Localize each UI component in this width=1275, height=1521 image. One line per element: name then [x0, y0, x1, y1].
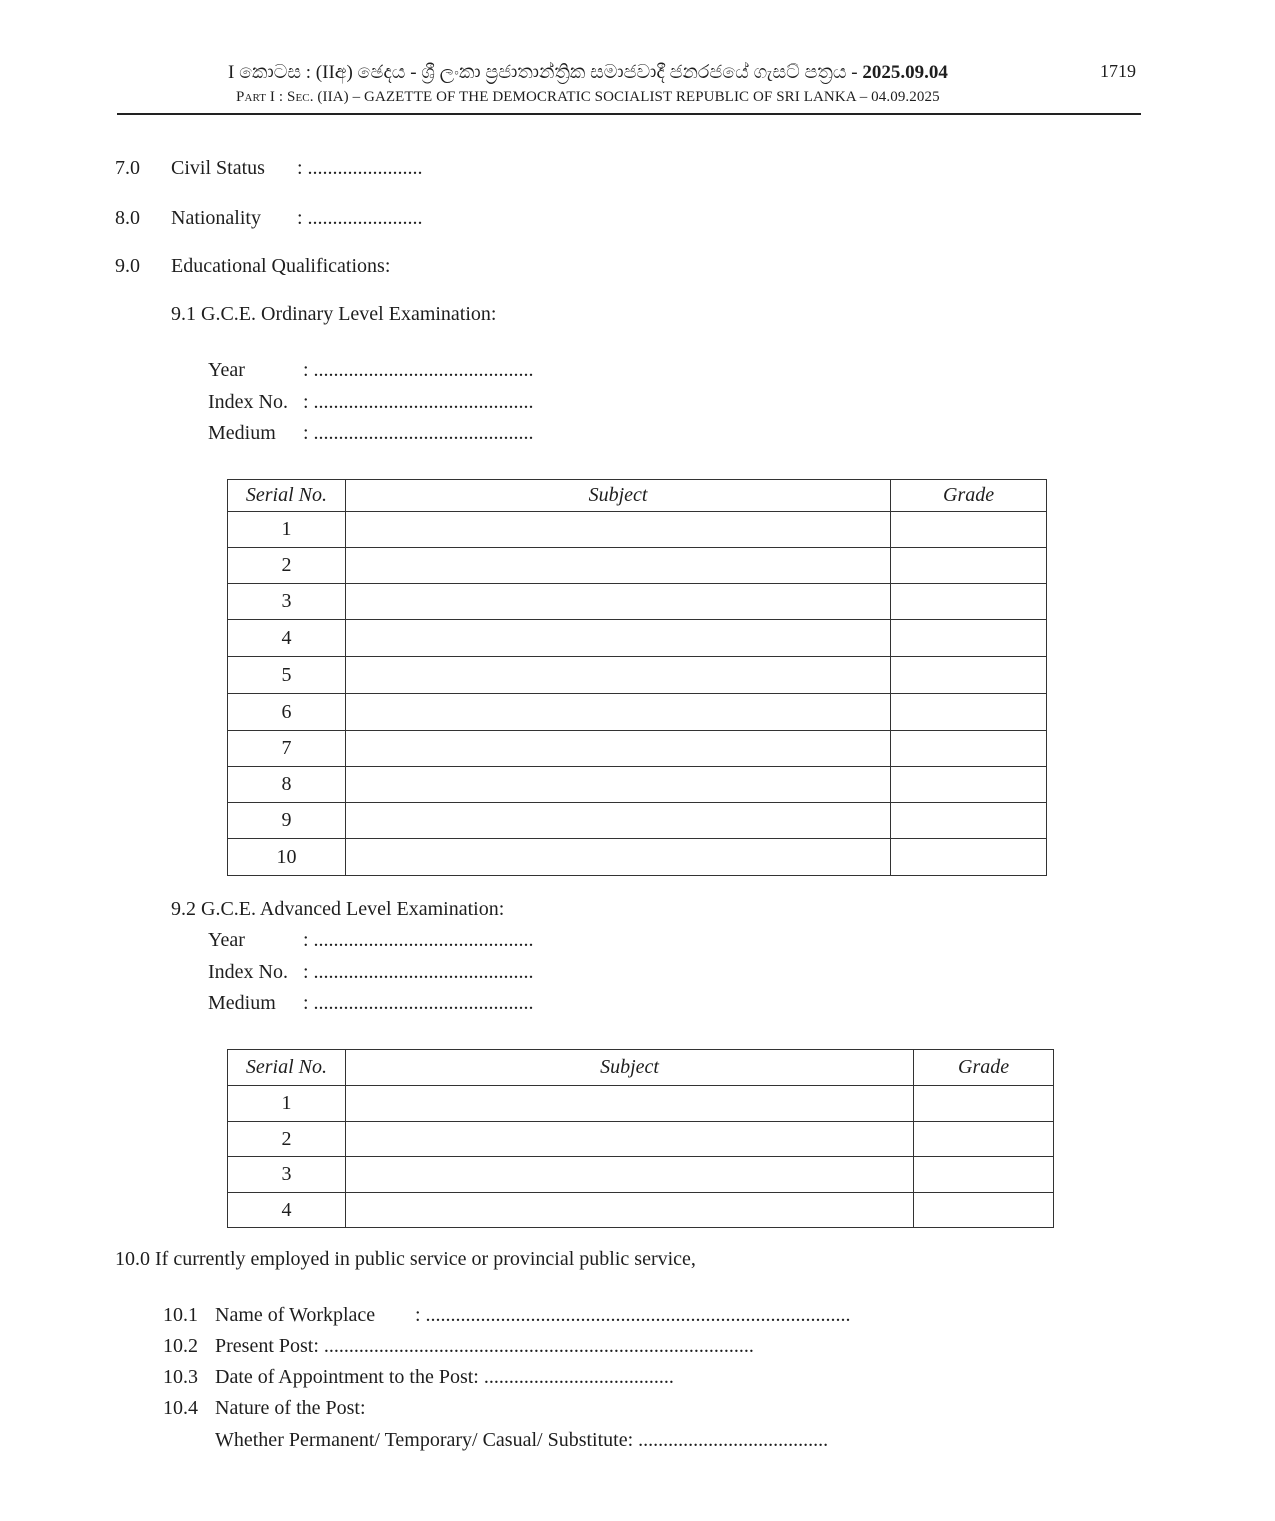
header-sinhala-date: 2025.09.04 — [862, 62, 948, 83]
grade-cell[interactable] — [891, 548, 1047, 584]
page-number: 1719 — [1100, 61, 1136, 81]
grade-cell[interactable] — [914, 1157, 1054, 1193]
al-header-serial: Serial No. — [228, 1050, 346, 1086]
ol-year-field[interactable]: : ............................................ — [303, 359, 534, 381]
ol-table-header-row — [228, 480, 1047, 512]
item-10-1-number: 10.1 — [163, 1304, 198, 1326]
subject-cell[interactable] — [345, 731, 890, 767]
al-year-label: Year — [208, 929, 245, 951]
education-heading: Educational Qualifications: — [171, 255, 391, 277]
employment-heading: 10.0 If currently employed in public service or provincial public service, — [115, 1248, 696, 1270]
subject-cell[interactable] — [345, 1086, 913, 1122]
table-row — [228, 584, 1047, 620]
header-part: Part I — [236, 89, 276, 105]
al-header-grade: Grade — [914, 1050, 1054, 1086]
grade-cell[interactable] — [914, 1122, 1054, 1157]
grade-cell[interactable] — [891, 620, 1047, 657]
table-row — [228, 620, 1047, 657]
subject-cell[interactable] — [345, 620, 890, 657]
al-year-field[interactable]: : ............................................ — [303, 929, 534, 951]
subject-cell[interactable] — [345, 1193, 913, 1228]
serial-cell: 7 — [228, 731, 346, 767]
al-medium-field[interactable]: : ............................................ — [303, 992, 534, 1014]
subject-cell[interactable] — [345, 1122, 913, 1157]
header-sec: Sec. — [287, 89, 314, 105]
serial-cell: 4 — [228, 1193, 346, 1228]
subject-cell[interactable] — [345, 1157, 913, 1193]
nature-of-post-label: Nature of the Post: — [215, 1397, 366, 1419]
grade-cell[interactable] — [891, 512, 1047, 548]
ol-index-label: Index No. — [208, 391, 288, 413]
nationality-field[interactable]: : ....................... — [297, 207, 423, 229]
serial-cell: 3 — [228, 1157, 346, 1193]
ol-index-field[interactable]: : ............................................ — [303, 391, 534, 413]
serial-cell: 8 — [228, 767, 346, 803]
table-row — [228, 1086, 1054, 1122]
subject-cell[interactable] — [345, 548, 890, 584]
grade-cell[interactable] — [914, 1086, 1054, 1122]
serial-cell: 4 — [228, 620, 346, 657]
item-9-number: 9.0 — [115, 255, 140, 277]
al-results-table — [227, 1049, 1054, 1228]
item-10-2-number: 10.2 — [163, 1335, 198, 1357]
serial-cell: 3 — [228, 584, 346, 620]
ol-heading: 9.1 G.C.E. Ordinary Level Examination: — [171, 303, 497, 325]
ol-medium-label: Medium — [208, 422, 276, 444]
present-post-field[interactable]: Present Post: ...................................................................................... — [215, 1335, 754, 1357]
serial-cell: 2 — [228, 1122, 346, 1157]
al-table-header-row — [228, 1050, 1054, 1086]
al-index-field[interactable]: : ............................................ — [303, 961, 534, 983]
table-row — [228, 694, 1047, 731]
al-heading: 9.2 G.C.E. Advanced Level Examination: — [171, 898, 505, 920]
grade-cell[interactable] — [891, 803, 1047, 839]
table-row — [228, 839, 1047, 876]
item-8-number: 8.0 — [115, 207, 140, 229]
serial-cell: 1 — [228, 1086, 346, 1122]
subject-cell[interactable] — [345, 694, 890, 731]
table-row — [228, 548, 1047, 584]
post-type-field[interactable]: Whether Permanent/ Temporary/ Casual/ Substitute: ...................................... — [215, 1429, 829, 1451]
subject-cell[interactable] — [345, 767, 890, 803]
ol-results-table — [227, 479, 1047, 876]
item-10-3-number: 10.3 — [163, 1366, 198, 1388]
serial-cell: 1 — [228, 512, 346, 548]
table-row — [228, 1193, 1054, 1228]
serial-cell: 9 — [228, 803, 346, 839]
ol-header-serial: Serial No. — [228, 480, 346, 512]
workplace-label: Name of Workplace — [215, 1304, 376, 1326]
grade-cell[interactable] — [891, 584, 1047, 620]
subject-cell[interactable] — [345, 803, 890, 839]
subject-cell[interactable] — [345, 512, 890, 548]
civil-status-label: Civil Status — [171, 157, 265, 179]
item-7-number: 7.0 — [115, 157, 140, 179]
table-row — [228, 1157, 1054, 1193]
al-index-label: Index No. — [208, 961, 288, 983]
subject-cell[interactable] — [345, 584, 890, 620]
al-header-subject: Subject — [345, 1050, 913, 1086]
ol-medium-field[interactable]: : ............................................ — [303, 422, 534, 444]
grade-cell[interactable] — [891, 839, 1047, 876]
grade-cell[interactable] — [891, 731, 1047, 767]
serial-cell: 5 — [228, 657, 346, 694]
serial-cell: 2 — [228, 548, 346, 584]
serial-cell: 6 — [228, 694, 346, 731]
ol-year-label: Year — [208, 359, 245, 381]
al-medium-label: Medium — [208, 992, 276, 1014]
header-english-rest: (IIA) – GAZETTE OF THE DEMOCRATIC SOCIALIST REPUBLIC OF SRI LANKA – 04.09.2025 — [317, 89, 940, 105]
grade-cell[interactable] — [891, 767, 1047, 803]
table-row — [228, 803, 1047, 839]
grade-cell[interactable] — [891, 657, 1047, 694]
header-sinhala-prefix: I කොටස : (IIඅ) ඡෙදය - ශ්‍රී ලංකා ප්‍රජාතාන්ත්‍රික සමාජවාදී ජනරජයේ ගැසට් පත්‍රය - — [228, 62, 863, 83]
header-rule — [117, 113, 1141, 115]
table-row — [228, 657, 1047, 694]
table-row — [228, 512, 1047, 548]
grade-cell[interactable] — [891, 694, 1047, 731]
subject-cell[interactable] — [345, 839, 890, 876]
workplace-field[interactable]: : ..................................................................................... — [415, 1304, 851, 1326]
subject-cell[interactable] — [345, 657, 890, 694]
ol-header-grade: Grade — [891, 480, 1047, 512]
header-english-title: Part I : Sec. (IIA) – GAZETTE OF THE DEMOCRATIC SOCIALIST REPUBLIC OF SRI LANKA – 04.09.2025 — [236, 89, 940, 105]
nationality-label: Nationality — [171, 207, 261, 229]
item-10-4-number: 10.4 — [163, 1397, 198, 1419]
table-row — [228, 767, 1047, 803]
appointment-date-field[interactable]: Date of Appointment to the Post: ...................................... — [215, 1366, 674, 1388]
table-row — [228, 731, 1047, 767]
header-sinhala-title — [228, 62, 948, 84]
grade-cell[interactable] — [914, 1193, 1054, 1228]
table-row — [228, 1122, 1054, 1157]
civil-status-field[interactable]: : ....................... — [297, 157, 423, 179]
serial-cell: 10 — [228, 839, 346, 876]
ol-header-subject: Subject — [345, 480, 890, 512]
